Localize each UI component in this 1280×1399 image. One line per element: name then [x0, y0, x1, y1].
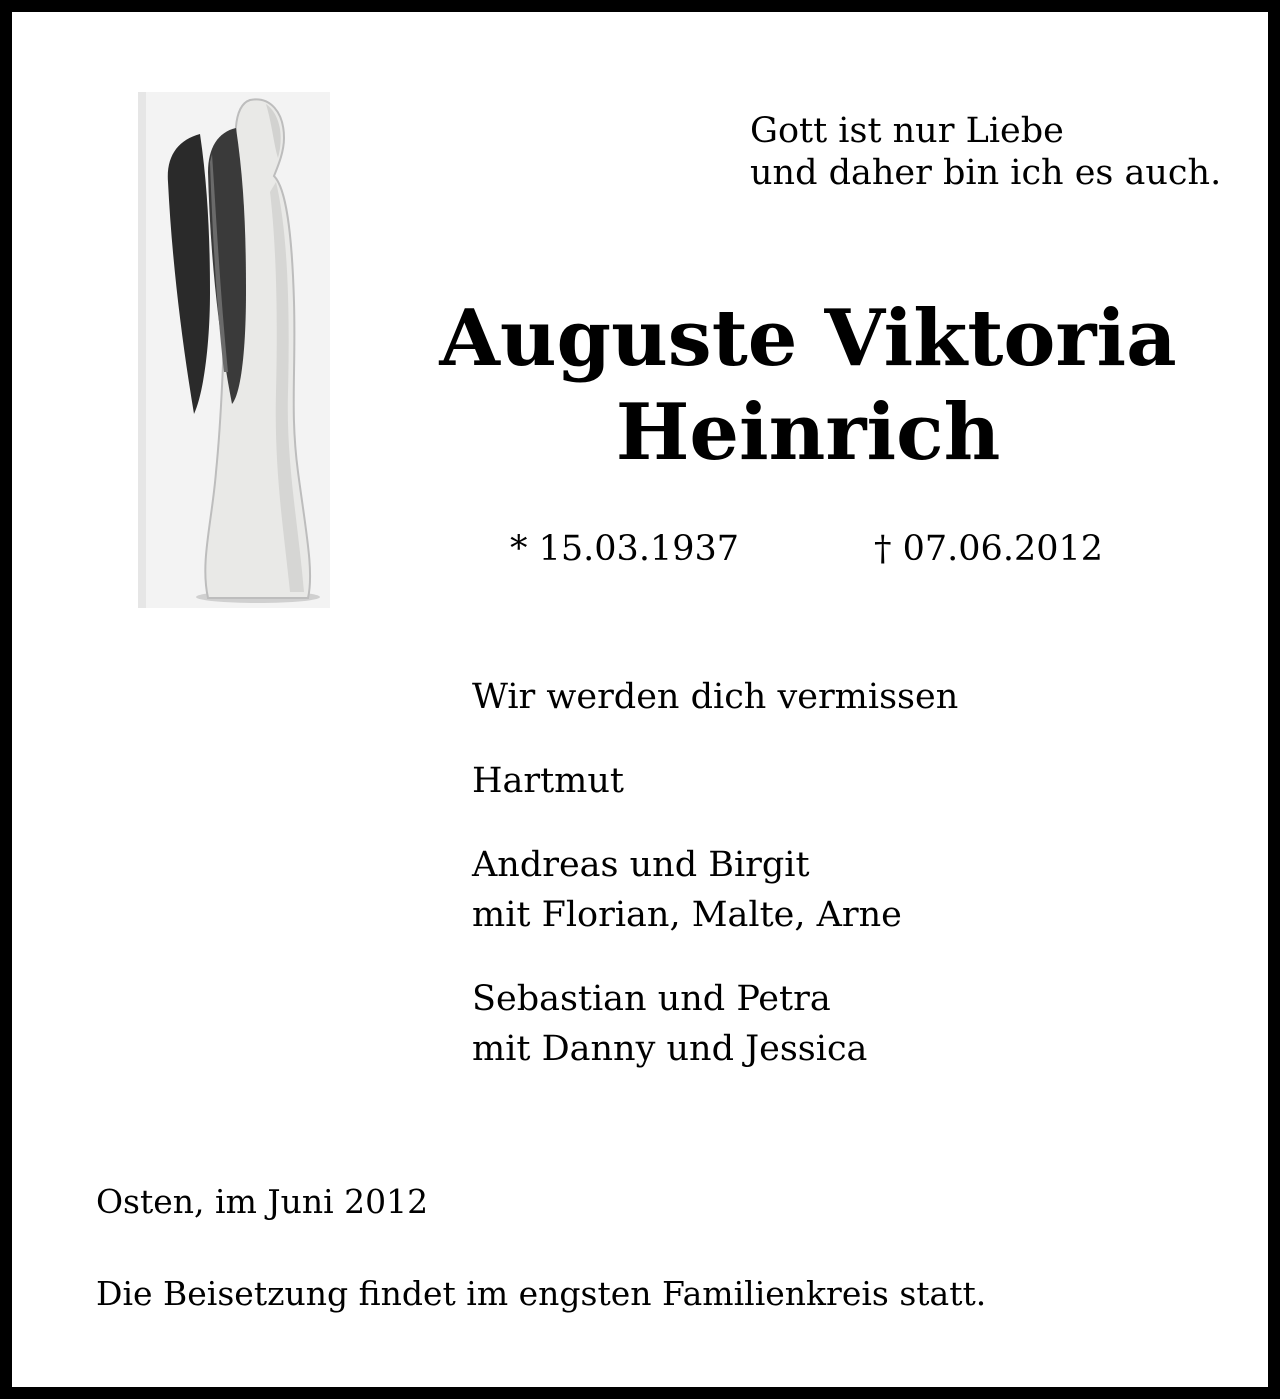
family-entry — [472, 840, 958, 940]
motto-quote — [750, 110, 1221, 194]
family-entry-line-2: mit Florian, Malte, Arne — [472, 895, 902, 935]
motto-line-2: und daher bin ich es auch. — [750, 153, 1222, 193]
family-intro: Wir werden dich vermissen — [472, 677, 959, 717]
deceased-name-line-2: Heinrich — [615, 387, 1001, 478]
motto-line-1: Gott ist nur Liebe — [750, 111, 1064, 151]
place-and-date: Osten, im Juni 2012 — [96, 1182, 429, 1221]
family-entry-line-1: Hartmut — [472, 761, 624, 801]
burial-note: Die Beisetzung findet im engsten Familienkreis statt. — [96, 1274, 987, 1313]
family-entry-line-2: mit Danny und Jessica — [472, 1029, 868, 1069]
angel-sculpture-photo — [138, 92, 330, 608]
family-entry — [472, 974, 958, 1074]
family-entry — [472, 756, 958, 806]
birth-date: * 15.03.1937 — [510, 529, 740, 569]
family-entry-line-1: Andreas und Birgit — [472, 845, 810, 885]
family-entry-line-1: Sebastian und Petra — [472, 979, 831, 1019]
family-signatures — [472, 672, 958, 1108]
deceased-name — [432, 292, 1184, 480]
death-date: † 07.06.2012 — [874, 529, 1104, 569]
deceased-name-line-1: Auguste Viktoria — [439, 293, 1177, 384]
